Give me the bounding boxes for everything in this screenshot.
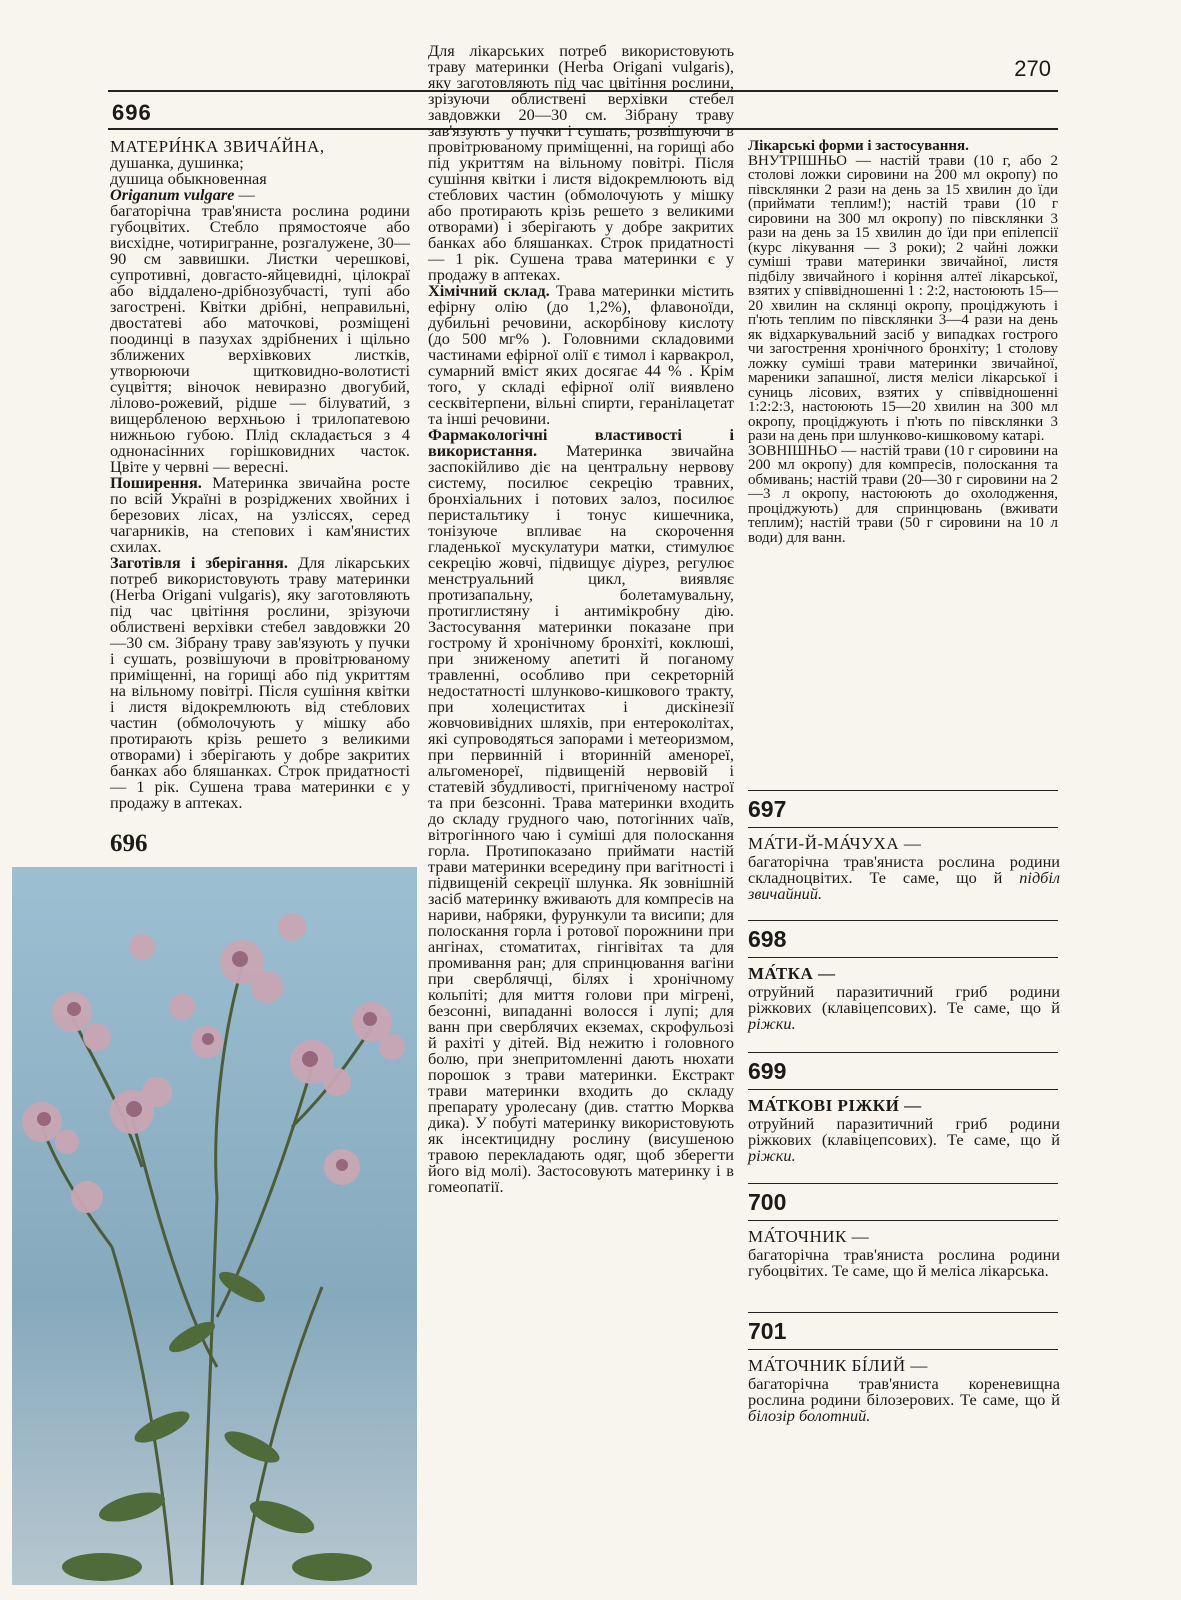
column-1	[110, 137, 410, 812]
entry-rule-700	[748, 1183, 1058, 1184]
entry-text: багаторічна трав'яниста рослина родини складноцвітих. Те саме, що й	[748, 852, 1060, 887]
entry-title: МА́ТОЧНИК БІ́ЛИЙ —	[748, 1356, 928, 1375]
entry-700	[748, 1189, 1060, 1279]
entry-ref: підбіл звичайний.	[748, 868, 1060, 903]
section-heading-farm: Фармакологічні властивості і використання.	[428, 425, 734, 460]
entry-701	[748, 1318, 1060, 1424]
synonyms: душанка, душинка;	[110, 153, 244, 172]
section-text-poshyrennia: Материнка звичайна росте по всій Україні в розріджених хвойних і березових лісах, на узліссях, серед чагарників, на степових і кам'янистих схилах.	[110, 473, 410, 556]
external-use: ЗОВНІШНЬО — настій трави (10 г сировини на 200 мл окропу) для компресів, полоскання та обмивань; настій трави (20—30 г сировини на 2—3 л окропу, настоюють до охолодження, проціджують) для спринцювань (вживати теплим); настій трави (50 г сировини на 10 л води) для ванн.	[748, 442, 1058, 546]
entry-ref: ріжки.	[748, 1146, 796, 1165]
entry-title: МА́ТКА —	[748, 964, 836, 983]
entry-text: багаторічна трав'яниста кореневищна рослина родини білозерових. Те саме, що й	[748, 1374, 1060, 1409]
entry-number: 697	[748, 796, 787, 822]
latin-dash: —	[234, 185, 255, 204]
internal-use: ВНУТРІШНЬО — настій трави (10 г, або 2 столові ложки сировини на 200 мл окропу) по півсклянки 2 рази на день за 15 хвилин до їди (приймати теплим!); настій трави (10 г сировини на 300 мл окропу) по півсклянки 3 рази на день за 15 хвилин до їди при епілепсії (курс лікування — 3 роки); 2 чайні ложки суміші трави материнки звичайної, листя підбілу звичайного і коріння алтеї лікарської, взятих у співвідношенні 1 : 2:2, настоюють 15—20 хвилин на склянці окропу, проціджують і п'ють теплим по півсклянки 3—4 рази на день як відхаркувальний засіб у випадках гострого чи загострення хронічного бронхіту; 1 столову ложку суміші трави материнки звичайної, мареники запашної, листя меліси лікарської і суниць лісових, взятих у співвідношенні 1:2:2:3, настоюють 15—20 хвилин на 300 мл окропу, проціджують і п'ють по півсклянки 3 рази на день при шлунково-кишковому катарі.	[748, 152, 1058, 444]
entry-text: багаторічна трав'яниста рослина родини губоцвітих. Те саме, що й меліса лікарська.	[748, 1245, 1060, 1280]
entry-rule-698	[748, 920, 1058, 921]
column-2	[428, 41, 734, 1484]
entry-text: отруйний паразитичний гриб родини ріжкових (клавіцепсових). Те саме, що й	[748, 982, 1060, 1017]
entry-number: 699	[748, 1058, 787, 1084]
latin-name: Origanum vulgare	[110, 185, 235, 204]
section-text-khimichnyi: Трава материнки містить ефірну олію (до 1,2%), флавоноїди, дубильні речовини, аскорбінову кислоту (до 500 мг% ). Головними складовими частинами ефірної олії є тимол і карвакрол, сумарний вміст яких досягає 44 % . Крім того, у складі ефірної олії виявлено сесквітерпени, вільні спирти, геранілацетат та інші речовини.	[428, 281, 734, 428]
description: багаторічна трав'яниста рослина родини губоцвітих. Стебло прямостояче або висхідне, чотиригранне, розгалужене, 30—90 см заввишки. Листки черешкові, супротивні, довгасто-яйцевидні, цілокраї або віддалено-дрібнозубчасті, тупі або загострені. Квітки дрібні, неправильні, двостатеві або маточкові, розміщені поодинці в пазухах здрібнених і щільно зближених верхівкових листків, утворюючи щитковидно-волотисті суцвіття; віночок невиразно двогубий, лілово-рожевий, рідше — білуватий, з вищербленою верхньою і трилопатевою нижньою губою. Плід складається з 4 однонасінних горішковидних часток. Цвіте у червні — вересні.	[110, 201, 410, 476]
section-text-farm: Материнка звичайна заспокійливо діє на центральну нервову систему, посилює секрецію травних, бронхіальних і потових залоз, посилює перистальтику і тонус кишечника, тонізуюче впливає на скорочення гладенької мускулатури матки, стимулює секрецію жовчі, підвищує діурез, регулює менструальний цикл, виявляє протизапальну, болетамувальну, протиглистяну і антимікробну дію. Застосування материнки показане при гострому й хронічному бронхіті, коклюші, при зниженому апетиті й поганому травленні, особливо при секреторній недостатності шлунково-кишкового тракту, при холециститах і дискінезії жовчовивідних шляхів, при ентероколітах, які супроводяться запорами і метеоризмом, при первинній і вторинній аменореї, альгоменореї, підвищеній нервовій і статевій збудливості, пригніченому настрої та при безсонні. Трава материнки входить до складу грудного чаю, потогінних чаїв, вітрогінного чаю і суміші для полоскання горла. Протипоказано приймати настій трави материнки всередину при вагітності і підвищеній секреції шлунка. Як зовнішній засіб материнку вживають для компресів на нариви, набряки, фурункули та висипи; для полоскання горла і ротової порожнини при ангінах, стоматитах, гінгівітах та для промивання ран; для спринцювання вагіни при сверблячці, білях і хронічному кольпіті; для миття голови при мігрені, безсонні, випаданні волосся і лупі; для ванн при сверблячих екземах, скрофульозі й рахіті у дітей. Від нежитю і головного болю, при знепритомленні дають нюхати порошок з трави материнки. Екстракт трави материнки входить до складу препарату уролесану (див. статтю Морква дика). У побуті материнку використовують як інсектицидну рослину (висушеною травою перекладають одяг, щоб зберегти його від молі). Застосовують материнку і в гомеопатії.	[428, 441, 734, 1196]
column-3	[748, 139, 1058, 545]
page-number: 270	[1014, 56, 1051, 81]
section-heading-likarski: Лікарські форми і застосування.	[748, 138, 969, 154]
entry-title: МА́ТКОВІ РІЖКИ́ —	[748, 1096, 922, 1115]
entry-ref: білозір болотний.	[748, 1406, 871, 1425]
oregano-photo	[12, 867, 417, 1585]
photo-number: 696	[110, 830, 148, 857]
entry-title: МА́ТИ-Й-МА́ЧУХА —	[748, 834, 922, 853]
section-heading-zagotivlia: Заготівля і зберігання.	[110, 553, 288, 572]
entry-rule-701	[748, 1312, 1058, 1313]
entry-number-696: 696	[112, 100, 152, 125]
russian-name: душица обыкновенная	[110, 169, 267, 188]
section-heading-poshyrennia: Поширення.	[110, 473, 202, 492]
entry-text: отруйний паразитичний гриб родини ріжкових (клавіцепсових). Те саме, що й	[748, 1114, 1060, 1149]
entry-rule-697	[748, 790, 1058, 791]
entry-title: МАТЕРИ́НКА ЗВИЧА́ЙНА,	[110, 137, 325, 156]
zagotivlia-continued: Для лікарських потреб використовують траву материнки (Herba Origani vulgaris), яку заготовляють під час цвітіння рослини, зрізуючи облиствені верхівки стебел завдовжки 20—30 см. Зібрану траву зав'язують у пучки і сушать, розвішуючи в провітрюваному приміщенні, на горищі або під укриттям на вільному повітрі. Після сушіння квітки і листя відокремлюють від стеблових частин (обмолочують у мішку або протирають крізь решето з великими отворами) і зберігають у добре закритих банках або бляшанках. Строк придатності — 1 рік. Сушена трава материнки є у продажу в аптеках.	[428, 41, 734, 284]
entry-title: МА́ТОЧНИК —	[748, 1227, 870, 1246]
entry-number: 698	[748, 926, 787, 952]
entry-698	[748, 926, 1060, 1032]
section-text-zagotivlia: Для лікарських потреб використовують траву материнки (Herba Origani vulgaris), яку заготовляють під час цвітіння рослини, зрізуючи облиствені верхівки стебел завдовжки 20—30 см. Зібрану траву зав'язують у пучки і сушать, розвішуючи в провітрюваному приміщенні, на горищі або під укриттям на вільному повітрі. Після сушіння квітки і листя відокремлюють від стеблових частин (обмолочують у мішку або протирають крізь решето з великими отворами) і зберігають у добре закритих банках або бляшанках. Строк придатності — 1 рік. Сушена трава материнки є у продажу в аптеках.	[110, 553, 410, 812]
entry-number: 700	[748, 1189, 787, 1215]
entry-697	[748, 796, 1060, 902]
entry-ref: ріжки.	[748, 1014, 796, 1033]
entry-rule-699	[748, 1052, 1058, 1053]
entry-699	[748, 1058, 1060, 1164]
entry-number: 701	[748, 1318, 787, 1344]
section-heading-khimichnyi: Хімічний склад.	[428, 281, 550, 300]
